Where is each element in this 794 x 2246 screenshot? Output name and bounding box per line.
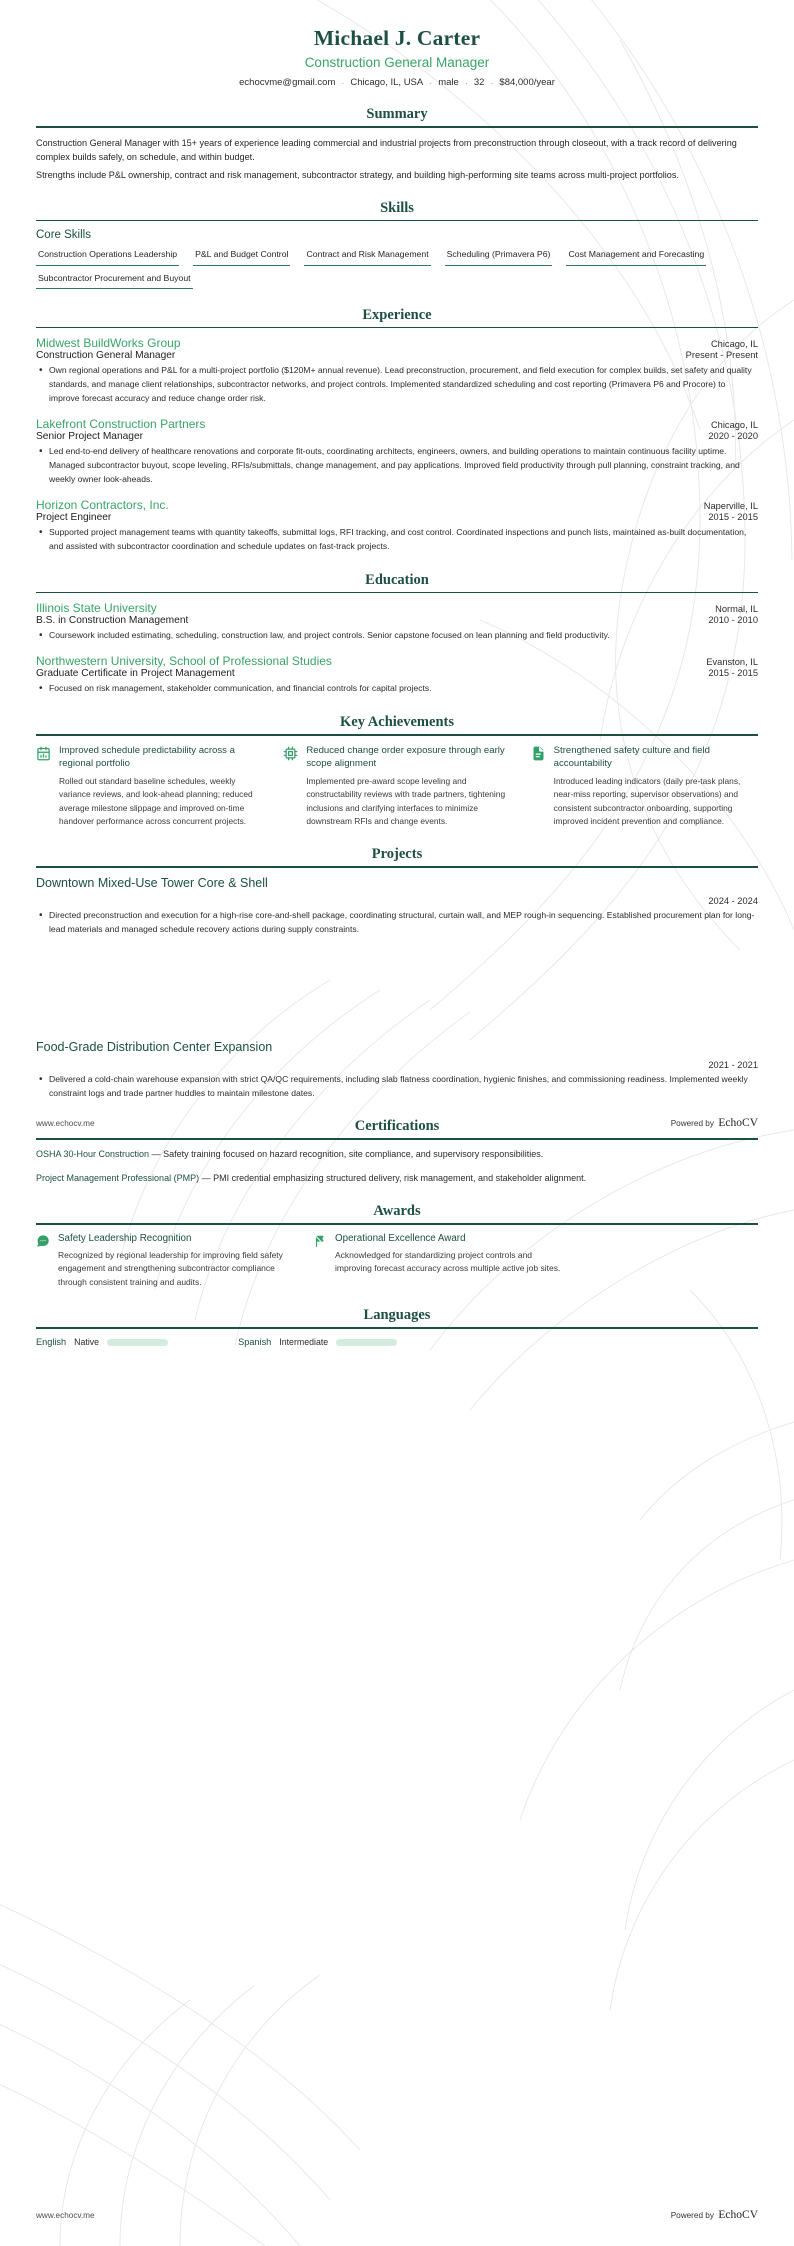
- experience-bullet: • Own regional operations and P&L for a multi-project portfolio ($120M+ annual revenue). Lead preconstruction, procurement, and field execution for complex builds, set safety and quality standards, and manage client relationships, subcontractor networks, and project controls. Implemented standardized scheduling and cost reporting (Primavera P6 and Procore) to improve forecast accuracy and reduce change order risk.: [36, 364, 758, 406]
- education-degree-row: [36, 668, 758, 679]
- section-experience: [36, 307, 758, 554]
- footer-powered-by: [671, 2205, 758, 2223]
- certification-dash: —: [201, 1172, 211, 1183]
- skills-group-title: Core Skills: [36, 229, 91, 242]
- language-item: [36, 1337, 168, 1347]
- skill-chip: P&L and Budget Control: [193, 248, 290, 265]
- achievement-text: [306, 744, 510, 828]
- award-text: [335, 1233, 568, 1276]
- certification-description: PMI credential emphasizing structured delivery, risk management, and stakeholder alignment.: [213, 1172, 587, 1183]
- education-bullet: • Coursework included estimating, scheduling, construction law, and project controls. Senior capstone focused on lean planning and field productivity.: [36, 629, 758, 643]
- education-institution: Illinois State University: [36, 601, 157, 616]
- language-level: Native: [74, 1337, 100, 1347]
- resume-header: [36, 0, 758, 88]
- project-entry: [36, 876, 758, 937]
- section-summary: [36, 106, 758, 182]
- achievement-description: Rolled out standard baseline schedules, weekly variance reviews, and look-ahead planning; reduced average milestone slippage and improved on-time handover performance across concurrent projects.: [59, 776, 253, 826]
- experience-org-row: [36, 417, 758, 431]
- achievement-card: [531, 744, 758, 828]
- experience-entry: [36, 417, 758, 487]
- contact-line: [36, 77, 758, 88]
- skill-chip: Cost Management and Forecasting: [566, 248, 706, 265]
- experience-entry: [36, 498, 758, 554]
- contact-location: Chicago, IL, USA: [350, 77, 424, 88]
- section-title-key-achievements: Key Achievements: [340, 714, 454, 731]
- certification-dash: —: [151, 1149, 161, 1160]
- language-name: Spanish: [238, 1337, 272, 1347]
- project-bullets: [36, 1073, 758, 1101]
- education-institution: Northwestern University, School of Professional Studies: [36, 654, 332, 669]
- education-bullets: [36, 629, 758, 643]
- project-entry: [36, 1040, 758, 1101]
- footer-powered-by-label: Powered by: [670, 1119, 714, 1128]
- education-org-row: [36, 601, 758, 615]
- section-education: [36, 572, 758, 696]
- achievement-card: [283, 744, 510, 828]
- achievement-text: [59, 744, 263, 828]
- certification-item: [36, 1148, 758, 1162]
- candidate-title: Construction General Manager: [304, 55, 490, 70]
- experience-body: [36, 328, 758, 553]
- experience-entry: [36, 336, 758, 406]
- experience-bullet: • Led end-to-end delivery of healthcare renovations and corporate fit-outs, coordinating architects, engineers, owners, and building operations to maintain continuous facility uptime. Managed subcontractor buyout, scope leveling, RFIs/submittals, change management, and pay applications. Improved field productivity through pull planning, constraint tracking, and weekly owner look-aheads.: [36, 445, 758, 487]
- footer-brand: EchoCV: [718, 2209, 758, 2221]
- page-footer: [36, 2205, 758, 2223]
- flag-icon: [313, 1234, 327, 1248]
- footer-powered-by-label: Powered by: [670, 2211, 714, 2220]
- education-degree: Graduate Certificate in Project Management: [36, 668, 235, 680]
- projects-body: [36, 868, 758, 1101]
- experience-role: Senior Project Manager: [36, 431, 144, 443]
- award-description: Acknowledged for standardizing project controls and improving forecast accuracy across multiple active job sites.: [335, 1249, 561, 1274]
- calendar-chart-icon: [36, 746, 51, 761]
- education-entry: [36, 601, 758, 643]
- education-bullets: [36, 682, 758, 696]
- section-title-awards: Awards: [373, 1203, 421, 1220]
- education-bullet: • Focused on risk management, stakeholder communication, and financial controls for capital projects.: [36, 682, 758, 696]
- project-bullet: • Delivered a cold-chain warehouse expansion with strict QA/QC requirements, including slab flatness coordination, hygienic finishes, and commissioning readiness. Implemented weekly constraint logs and trade partner huddles to maintain milestone dates.: [36, 1073, 758, 1101]
- document-icon: [531, 746, 546, 761]
- experience-org-row: [36, 498, 758, 512]
- chat-bubble-icon: [36, 1234, 50, 1248]
- education-degree-row: [36, 615, 758, 626]
- experience-role-row: [36, 512, 758, 523]
- section-title-summary: Summary: [366, 106, 428, 122]
- section-title-certifications: Certifications: [354, 1118, 440, 1135]
- award-title: Operational Excellence Award: [335, 1232, 466, 1244]
- experience-bullets: [36, 526, 758, 554]
- footer-url[interactable]: www.echocv.me: [36, 2211, 95, 2220]
- achievement-description: Introduced leading indicators (daily pre-task plans, near-miss reporting, supervisor observations) and consistent subcontractor onboarding, supporting improved incident prevention and compliance.: [553, 776, 741, 826]
- experience-dates: 2020 - 2020: [708, 431, 758, 442]
- skill-chip: Contract and Risk Management: [304, 248, 430, 265]
- awards-body: [36, 1225, 758, 1290]
- education-location: Normal, IL: [715, 604, 758, 615]
- contact-salary: $84,000/year: [499, 77, 555, 88]
- section-title-projects: Projects: [371, 846, 423, 863]
- chip-icon: [283, 746, 298, 761]
- award-card: [313, 1233, 568, 1276]
- certification-name: Project Management Professional (PMP): [36, 1172, 200, 1183]
- languages-list: [36, 1337, 758, 1347]
- footer-powered-by: [671, 1113, 758, 1131]
- education-dates: 2010 - 2010: [708, 615, 758, 626]
- certification-name: OSHA 30-Hour Construction: [36, 1149, 150, 1160]
- section-projects: [36, 846, 758, 1100]
- candidate-name: Michael J. Carter: [313, 26, 481, 50]
- languages-body: [36, 1329, 758, 1347]
- page-footer: [36, 1113, 758, 1131]
- section-title-languages: Languages: [363, 1307, 431, 1324]
- experience-role: Project Engineer: [36, 511, 112, 523]
- experience-bullet: • Supported project management teams with quantity takeoffs, submittal logs, RFI tracking, and cost control. Coordinated inspections and punch lists, maintained as-built documentation, and assisted with subcontractor coordination and schedule updates on fast-track projects.: [36, 526, 758, 554]
- award-text: [58, 1233, 291, 1290]
- experience-organization: Horizon Contractors, Inc.: [36, 497, 169, 512]
- experience-organization: Midwest BuildWorks Group: [36, 336, 181, 351]
- certification-description: Safety training focused on hazard recognition, site compliance, and supervisory responsibilities.: [163, 1149, 544, 1160]
- project-dates: 2024 - 2024: [708, 895, 758, 906]
- language-name: English: [36, 1337, 67, 1347]
- award-title: Safety Leadership Recognition: [58, 1232, 192, 1244]
- contact-email: echocvme@gmail.com: [239, 77, 336, 88]
- project-bullet: • Directed preconstruction and execution for a high-rise core-and-shell package, coordinating structural, curtain wall, and MEP rough-in sequencing. Established procurement plan for long-lead materials and managed schedule recovery actions during supply constraints.: [36, 909, 758, 937]
- project-bullets: [36, 909, 758, 937]
- skills-list: [36, 248, 758, 288]
- skill-chip: Scheduling (Primavera P6): [445, 248, 553, 265]
- achievement-title: Improved schedule predictability across a regional portfolio: [59, 744, 235, 770]
- section-languages: [36, 1307, 758, 1347]
- language-proficiency-bar: [336, 1339, 397, 1346]
- award-description: Recognized by regional leadership for improving field safety engagement and strengthening subcontractor compliance through consistent training and audits.: [58, 1249, 283, 1287]
- education-body: [36, 593, 758, 696]
- project-title: Food-Grade Distribution Center Expansion: [36, 1039, 273, 1054]
- key-achievements-list: [36, 744, 758, 828]
- experience-organization: Lakefront Construction Partners: [36, 417, 206, 432]
- certification-item: [36, 1172, 758, 1186]
- experience-bullets: [36, 364, 758, 406]
- experience-location: Chicago, IL: [710, 420, 758, 431]
- language-item: [238, 1337, 397, 1347]
- summary-paragraph: Construction General Manager with 15+ years of experience leading commercial and industrial projects from preconstruction through closeout, with a track record of delivering complex builds safely, on schedule, and within budget.: [36, 137, 737, 162]
- section-key-achievements: [36, 714, 758, 828]
- language-proficiency-bar: [107, 1339, 168, 1346]
- experience-location: Chicago, IL: [710, 339, 758, 350]
- education-dates: 2015 - 2015: [708, 668, 758, 679]
- experience-location: Naperville, IL: [703, 500, 758, 511]
- section-skills: [36, 200, 758, 289]
- achievement-title: Strengthened safety culture and field accountability: [553, 744, 710, 770]
- achievement-title: Reduced change order exposure through early scope alignment: [306, 744, 505, 770]
- experience-dates: Present - Present: [685, 350, 758, 361]
- project-dates: 2021 - 2021: [708, 1059, 758, 1070]
- education-location: Evanston, IL: [706, 657, 758, 668]
- achievement-card: [36, 744, 263, 828]
- section-title-skills: Skills: [380, 199, 414, 216]
- skill-chip: Construction Operations Leadership: [36, 248, 179, 265]
- experience-org-row: [36, 336, 758, 350]
- separator-dot-icon: ·: [341, 77, 345, 88]
- experience-role: Construction General Manager: [36, 350, 176, 362]
- footer-brand: EchoCV: [718, 1117, 758, 1129]
- achievement-description: Implemented pre-award scope leveling and constructability reviews with trade partners, tightening inclusions and clarifying interfaces to minimize downstream RFIs and change events.: [306, 776, 506, 826]
- section-title-experience: Experience: [362, 306, 432, 323]
- achievement-text: [554, 744, 758, 828]
- experience-dates: 2015 - 2015: [708, 511, 758, 522]
- separator-dot-icon: ·: [464, 77, 468, 88]
- experience-role-row: [36, 431, 758, 442]
- education-entry: [36, 654, 758, 696]
- project-title: Downtown Mixed-Use Tower Core & Shell: [36, 875, 268, 890]
- separator-dot-icon: ·: [429, 77, 433, 88]
- language-level: Intermediate: [279, 1337, 329, 1347]
- contact-age: 32: [473, 77, 485, 88]
- summary-paragraph: Strengths include P&L ownership, contract and risk management, subcontractor strategy, and building high-performing site teams across multi-project portfolios.: [36, 169, 679, 180]
- section-awards: [36, 1203, 758, 1289]
- skill-chip: Subcontractor Procurement and Buyout: [36, 272, 193, 289]
- award-card: [36, 1233, 291, 1290]
- page-break-gap: [36, 948, 758, 1040]
- experience-bullets: [36, 445, 758, 487]
- section-title-education: Education: [365, 571, 429, 588]
- key-achievements-body: [36, 736, 758, 828]
- experience-role-row: [36, 350, 758, 361]
- summary-body: [36, 128, 758, 182]
- awards-list: [36, 1233, 758, 1290]
- skills-body: [36, 221, 758, 288]
- footer-url[interactable]: www.echocv.me: [36, 1119, 95, 1128]
- education-org-row: [36, 654, 758, 668]
- contact-gender: male: [438, 77, 459, 88]
- education-degree: B.S. in Construction Management: [36, 615, 189, 627]
- separator-dot-icon: ·: [490, 77, 494, 88]
- certifications-body: [36, 1140, 758, 1185]
